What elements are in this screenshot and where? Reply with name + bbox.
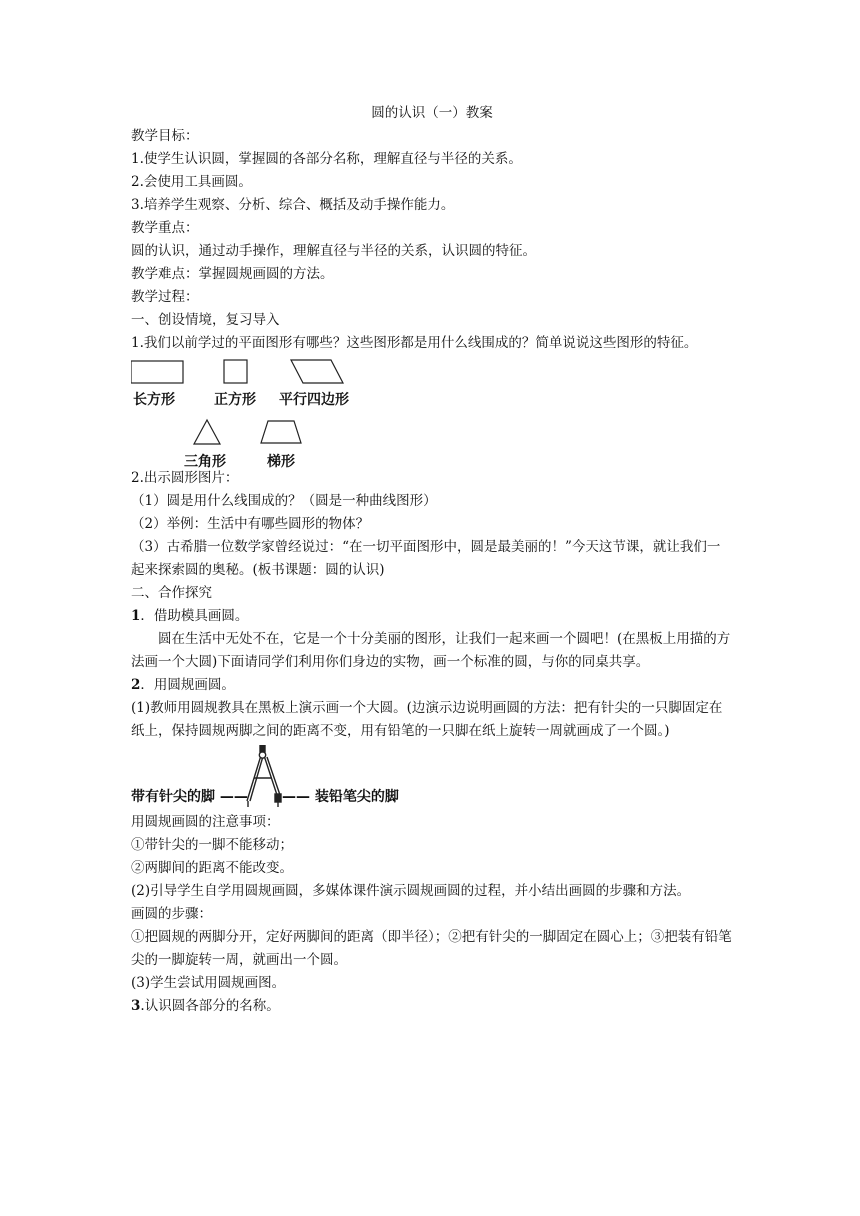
compass-figure [131,745,733,811]
text-line: 教学过程： [131,289,199,305]
needle-leg-label: 带有针尖的脚 —— [131,789,248,805]
text-line: 圆的认识，通过动手操作，理解直径与半径的关系，认识圆的特征。 [131,243,536,259]
text-line: （3）古希腊一位数学家曾经说过：“在一切平面图形中，圆是最美丽的！”今天这节课，就让我们一起来探索圆的奥秘。(板书课题：圆的认识) [131,539,721,578]
text-line: 2.会使用工具画圆。 [131,174,252,190]
text-line: 教学重点： [131,220,199,236]
step2-title: ．用圆规画圆。 [140,677,235,693]
text-line: 用圆规画圆的注意事项： [131,814,280,830]
text-line: 2.出示圆形图片： [131,470,239,486]
parallelogram-shape [291,360,343,383]
parallelogram-label: 平行四边形 [279,392,349,408]
triangle-label: 三角形 [184,454,226,470]
plane-shapes-drawing [131,357,391,467]
text-line: 教学难点：掌握圆规画圆的方法。 [131,266,334,282]
text-line: 1.使学生认识圆，掌握圆的各部分名称，理解直径与半径的关系。 [131,151,522,167]
text-line: (3)学生尝试用圆规画图。 [131,975,286,991]
triangle-shape [194,420,220,444]
step1-title: ．借助模具画圆。 [140,608,249,624]
step1-heading [131,605,733,628]
text-line: 3.培养学生观察、分析、综合、概括及动手操作能力。 [131,197,455,213]
text-line: ②两脚间的距离不能改变。 [131,860,293,876]
rectangle-shape [131,361,183,383]
text-line: ①把圆规的两脚分开，定好两脚间的距离（即半径）；②把有针尖的一脚固定在圆心上；③把装有铅笔尖的一脚旋转一周，就画出一个圆。 [131,929,732,968]
step2-paragraph: (1)教师用圆规教具在黑板上演示画一个大圆。(边演示边说明画圆的方法：把有针尖的一只脚固定在纸上，保持圆规两脚之间的距离不变，用有铅笔的一只脚在纸上旋转一周就画成了一个圆。) [131,700,723,739]
step3-number: 3 [131,998,141,1014]
step3-title: .认识圆各部分的名称。 [140,998,280,1014]
text-line: 1.我们以前学过的平面图形有哪些？这些图形都是用什么线围成的？简单说说这些图形的特征。 [131,335,698,351]
text-line: （2）举例：生活中有哪些圆形的物体？ [131,516,370,532]
text-line: 画圆的步骤： [131,906,212,922]
text-line: (2)引导学生自学用圆规画圆，多媒体课件演示圆规画圆的过程，并小结出画圆的步骤和方法。 [131,883,691,899]
text-line: （1）圆是用什么线围成的？（圆是一种曲线图形） [131,493,437,509]
rectangle-label: 长方形 [133,392,175,408]
step1-paragraph: 圆在生活中无处不在，它是一个十分美丽的图形，让我们一起来画一个圆吧！(在黑板上用描的方法画一个大圆)下面请同学们利用你们身边的实物，画一个标准的圆，与你的同桌共享。 [131,631,731,670]
text-line: ①带针尖的一脚不能移动； [131,837,293,853]
square-shape [224,360,247,383]
plane-shapes-figure [131,357,733,470]
step1-number: 1 [131,608,141,624]
document-page [131,102,733,1018]
text-line: 一、创设情境，复习导入 [131,312,280,328]
step2-number: 2 [131,677,141,693]
square-label: 正方形 [214,392,256,408]
step2-heading [131,674,733,697]
pencil-leg-label: —— 装铅笔尖的脚 [282,789,399,805]
trapezoid-label: 梯形 [267,454,295,470]
page-title: 圆的认识（一）教案 [371,105,493,121]
text-line: 二、合作探究 [131,585,212,601]
trapezoid-shape [261,421,301,443]
text-line: 教学目标： [131,128,199,144]
step3-heading [131,995,733,1018]
compass-icon [247,745,281,807]
